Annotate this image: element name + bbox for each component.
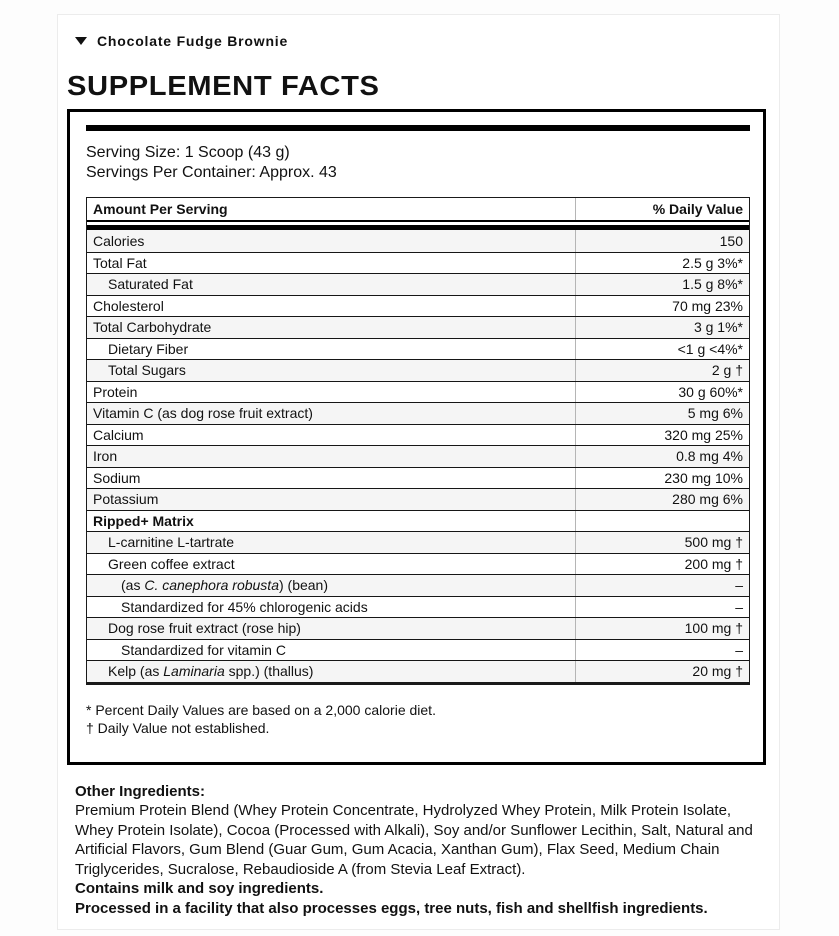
- table-row: [87, 488, 749, 510]
- row-label: Green coffee extract: [87, 554, 576, 575]
- footnote-not-established: † Daily Value not established.: [86, 719, 270, 736]
- row-label: Sodium: [87, 468, 576, 489]
- table-row: [87, 639, 749, 661]
- table-row: [87, 510, 749, 532]
- row-value: 150: [719, 232, 743, 249]
- other-ingredients-heading: Other Ingredients:: [75, 782, 206, 800]
- table-row: [87, 531, 749, 553]
- row-label: (as C. canephora robusta) (bean): [87, 575, 576, 596]
- row-value: 100 mg †: [684, 620, 743, 637]
- footnotes: [86, 701, 750, 737]
- table-row: [87, 574, 749, 596]
- row-label: Protein: [87, 382, 576, 403]
- table-row: [87, 553, 749, 575]
- top-rule: [86, 125, 750, 131]
- table-row: [87, 359, 749, 381]
- serving-size: Serving Size: 1 Scoop (43 g): [86, 144, 290, 161]
- table-row: [87, 445, 749, 467]
- table-row: [87, 338, 749, 360]
- supplement-facts-panel: [67, 109, 766, 765]
- row-value: –: [735, 577, 743, 594]
- row-value: [576, 519, 749, 523]
- table-header-row: [87, 198, 749, 220]
- row-label: Kelp (as Laminaria spp.) (thallus): [87, 661, 576, 682]
- row-label: Dietary Fiber: [87, 339, 576, 360]
- row-value: 200 mg †: [684, 555, 743, 572]
- page-title: SUPPLEMENT FACTS: [67, 70, 380, 101]
- row-label: Total Carbohydrate: [87, 317, 576, 338]
- label-card: [57, 14, 780, 930]
- table-row: [87, 381, 749, 403]
- row-label: Cholesterol: [87, 296, 576, 317]
- other-ingredients-body: Premium Protein Blend (Whey Protein Concentrate, Hydrolyzed Whey Protein, Milk Protein Isolate, Whey Protein Isolate), Cocoa (Processed with Alkali), Soy and/or Sunflower Lecithin, Salt, Natural and Artificial Flavors, Gum Blend (Guar Gum, Gum Acacia, Xanthan Gum), Flax Seed, Medium Chain Triglycerides, Sucralose, Rebaudioside A (from Stevia Leaf Extract).: [75, 802, 753, 878]
- row-label: Total Sugars: [87, 360, 576, 381]
- table-row: [87, 467, 749, 489]
- row-label: Saturated Fat: [87, 274, 576, 295]
- row-value: 1.5 g 8%*: [682, 276, 743, 293]
- table-row: [87, 596, 749, 618]
- row-label: Standardized for vitamin C: [87, 640, 576, 661]
- contains-statement: Contains milk and soy ingredients.: [75, 880, 324, 897]
- flavor-selector-label: Chocolate Fudge Brownie: [97, 33, 289, 49]
- row-label: Ripped+ Matrix: [87, 511, 576, 532]
- row-label: Vitamin C (as dog rose fruit extract): [87, 403, 576, 424]
- row-value: 2 g †: [711, 362, 743, 379]
- row-label: Calcium: [87, 425, 576, 446]
- row-label: Standardized for 45% chlorogenic acids: [87, 597, 576, 618]
- flavor-selector[interactable]: [75, 33, 766, 49]
- row-value: <1 g <4%*: [677, 340, 743, 357]
- table-row: [87, 660, 749, 682]
- amount-per-serving-header: Amount Per Serving: [87, 198, 576, 220]
- row-value: 30 g 60%*: [678, 383, 743, 400]
- row-label: Total Fat: [87, 253, 576, 274]
- table-row: [87, 273, 749, 295]
- row-value: 70 mg 23%: [672, 297, 743, 314]
- footnote-daily-values: * Percent Daily Values are based on a 2,000 calorie diet.: [86, 701, 436, 718]
- table-row: [87, 316, 749, 338]
- table-row: [87, 424, 749, 446]
- row-label: L-carnitine L-tartrate: [87, 532, 576, 553]
- row-value: 2.5 g 3%*: [682, 254, 743, 271]
- table-row: [87, 295, 749, 317]
- row-value: 0.8 mg 4%: [676, 448, 743, 465]
- table-row: [87, 230, 749, 252]
- row-value: 280 mg 6%: [672, 491, 743, 508]
- daily-value-header: % Daily Value: [652, 201, 743, 217]
- row-label: Dog rose fruit extract (rose hip): [87, 618, 576, 639]
- table-row: [87, 252, 749, 274]
- row-value: 20 mg †: [692, 663, 743, 680]
- row-label: Potassium: [87, 489, 576, 510]
- row-value: 500 mg †: [684, 534, 743, 551]
- row-label: Calories: [87, 230, 576, 252]
- nutrition-table: [86, 197, 750, 685]
- row-value: –: [735, 641, 743, 658]
- table-row: [87, 402, 749, 424]
- row-value: 5 mg 6%: [687, 405, 743, 422]
- table-rows: [87, 230, 749, 682]
- processed-statement: Processed in a facility that also processes eggs, tree nuts, fish and shellfish ingredients.: [75, 899, 708, 917]
- row-value: 230 mg 10%: [664, 469, 743, 486]
- row-label: Iron: [87, 446, 576, 467]
- row-value: –: [735, 598, 743, 615]
- other-ingredients-section: [75, 782, 769, 919]
- servings-per-container: Servings Per Container: Approx. 43: [86, 164, 337, 181]
- row-value: 320 mg 25%: [664, 426, 743, 443]
- table-row: [87, 617, 749, 639]
- chevron-down-icon: [75, 37, 87, 45]
- header-divider: [87, 220, 749, 230]
- row-value: 3 g 1%*: [693, 319, 743, 336]
